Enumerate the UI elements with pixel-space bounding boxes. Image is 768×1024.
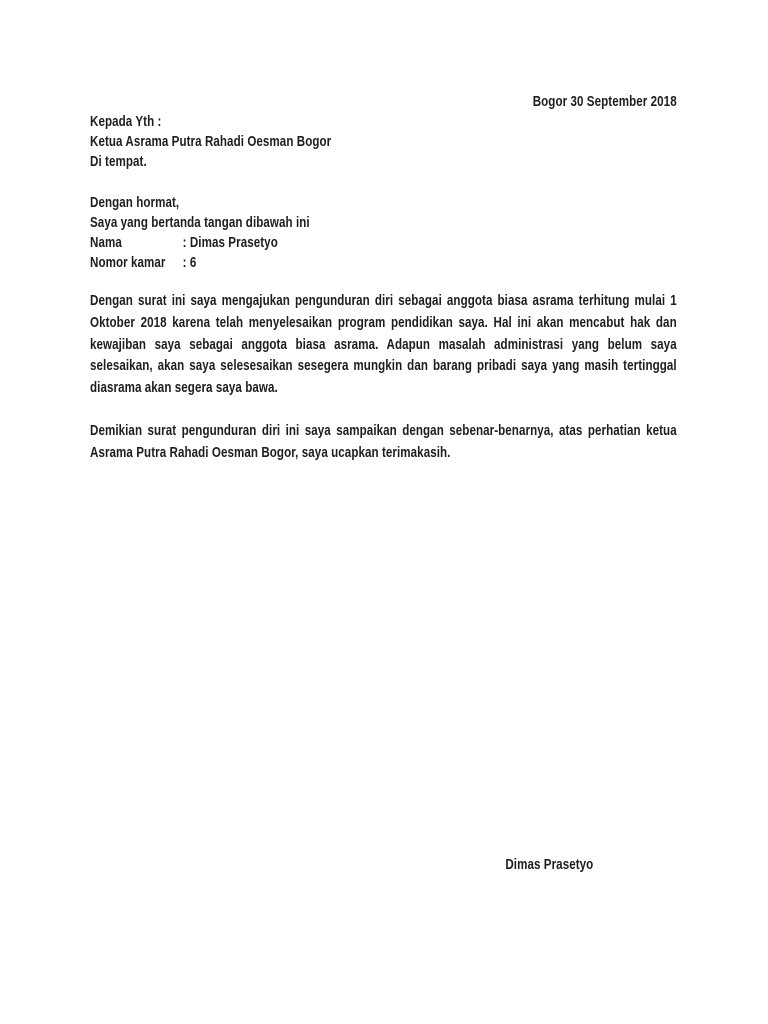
recipient-name-line: Ketua Asrama Putra Rahadi Oesman Bogor <box>90 133 332 150</box>
identity-value-nomor-kamar: : 6 <box>182 254 197 271</box>
recipient-place-line: Di tempat. <box>90 153 147 170</box>
signature-name: Dimas Prasetyo <box>505 855 594 873</box>
intro-line: Saya yang bertanda tangan dibawah ini <box>90 214 310 231</box>
letter-content <box>90 92 677 875</box>
identity-label-nomor-kamar: Nomor kamar <box>90 254 166 271</box>
identity-row-name <box>90 233 677 253</box>
body-paragraph-resignation: Dengan surat ini saya mengajukan pengunduran diri sebagai anggota biasa asrama terhitung mulai 1 Oktober 2018 karena telah menyelesaikan program pendidikan saya. Hal ini akan mencabut hak dan kewajiban saya sebagai anggota biasa asrama. Adapun masalah administrasi yang belum saya selesaikan, akan saya selesesaikan sesegera mungkin dan barang pribadi saya yang masih tertinggal diasrama akan segera saya bawa. <box>90 292 677 397</box>
letter-date: Bogor 30 September 2018 <box>532 93 677 110</box>
body-paragraph-closing: Demikian surat pengunduran diri ini saya sampaikan dengan sebenar-benarnya, atas perhatian ketua Asrama Putra Rahadi Oesman Bogor, saya ucapkan terimakasih. <box>90 421 677 461</box>
identity-value-nama: : Dimas Prasetyo <box>182 234 278 251</box>
identity-row-room-number <box>90 253 677 273</box>
recipient-salutation-line: Kepada Yth : <box>90 113 162 130</box>
signature-block <box>422 855 677 875</box>
salutation-block <box>90 193 677 273</box>
salutation-line: Dengan hormat, <box>90 194 180 211</box>
recipient-block <box>90 112 677 172</box>
identity-label-nama: Nama <box>90 234 122 251</box>
